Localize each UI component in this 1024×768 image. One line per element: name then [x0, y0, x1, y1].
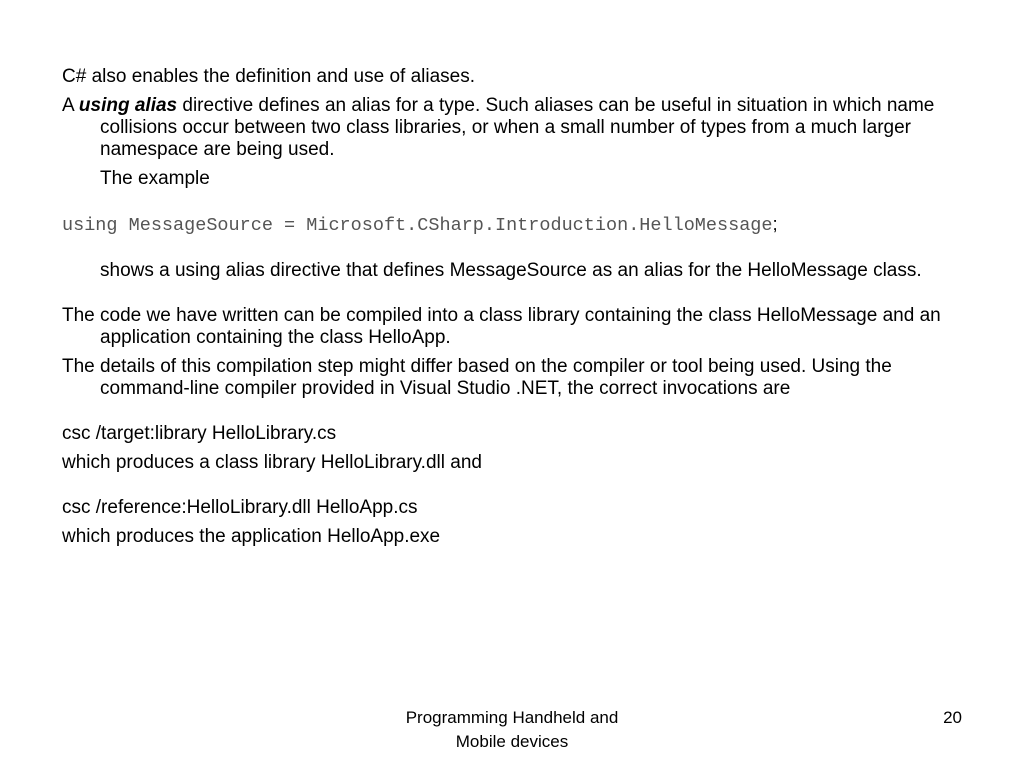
compile-intro-paragraph: The code we have written can be compiled into a class library containing the class HelloMessage and an application containing the class HelloApp.: [62, 305, 941, 348]
using-alias-prefix: A: [62, 95, 79, 116]
library-command: csc /target:library HelloLibrary.cs: [62, 423, 337, 444]
app-command-description: which produces the application HelloApp.exe: [62, 526, 441, 547]
compile-details-paragraph: The details of this compilation step might differ based on the compiler or tool being used. Using the command-line compiler provided in Visual Studio .NET, the correct invocations are: [62, 356, 892, 399]
code-example: [62, 213, 962, 237]
footer-title: [362, 706, 662, 754]
using-alias-description: directive defines an alias for a type. Such aliases can be useful in situation in which name collisions occur between two class libraries, or when a small number of types from a much larger namespace are being used.: [100, 95, 935, 160]
aliases-intro-paragraph: C# also enables the definition and use of aliases.: [62, 66, 475, 87]
using-alias-paragraph: [62, 95, 962, 161]
code-line: using MessageSource = Microsoft.CSharp.Introduction.HelloMessage: [62, 215, 773, 236]
library-command-description: which produces a class library HelloLibrary.dll and: [62, 452, 482, 473]
app-command: csc /reference:HelloLibrary.dll HelloApp.cs: [62, 497, 418, 518]
code-semicolon: ;: [772, 213, 778, 234]
alias-explanation-paragraph: shows a using alias directive that defines MessageSource as an alias for the HelloMessage class.: [100, 260, 922, 281]
footer-title-line-1: Programming Handheld and: [405, 708, 619, 727]
slide-body: [62, 66, 962, 548]
footer-title-line-2: Mobile devices: [455, 732, 569, 751]
page-number: 20: [943, 708, 962, 727]
using-alias-term: using alias: [78, 95, 178, 116]
example-label: The example: [100, 168, 210, 189]
